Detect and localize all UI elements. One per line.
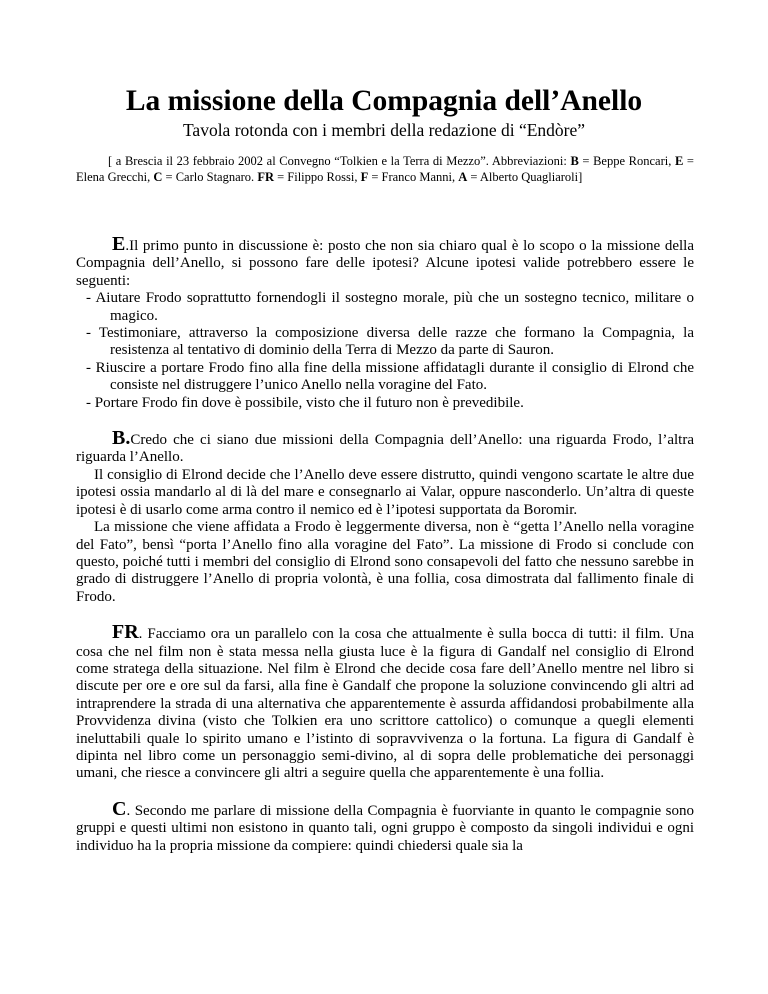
document-body	[76, 233, 694, 855]
paragraph-b-1	[76, 427, 694, 467]
abbr-fr-key: FR	[257, 170, 274, 184]
abbr-c-value: = Carlo Stagnaro.	[162, 170, 258, 184]
speaker-fr-label: FR	[112, 621, 139, 644]
speaker-e-label: E	[112, 233, 126, 255]
paragraph-e-intro	[76, 233, 694, 290]
abbr-b-value: = Beppe Roncari,	[578, 154, 675, 168]
speaker-c-label: C	[112, 797, 127, 820]
abbr-b-key: B	[570, 154, 579, 168]
abbreviations-note	[76, 153, 694, 185]
paragraph-b-3: La missione che viene affidata a Frodo è leggermente diversa, non è “getta l’Anello nella voragine del Fato”, bensì “porta l’Anello fino alla voragine del Fato”. La missione di Frodo si conclude con questo, poiché tutti i membri del consiglio di Elrond sono consapevoli del fatto che nessuno sarebbe in grado di distruggere l’Anello di propria volontà, è una follia, cosa dimostrata dal fallimento finale di Frodo.	[76, 519, 694, 605]
abbr-f-key: F	[360, 170, 369, 184]
list-item: - Riuscire a portare Frodo fino alla fine della missione affidatagli durante il consiglio di Elrond che consiste nel distruggere l’unico Anello nella voragine del Fato.	[86, 359, 694, 394]
hypotheses-list	[86, 290, 694, 412]
note-open: [ a Brescia il 23 febbraio 2002 al Convegno “Tolkien e la Terra di Mezzo”. Abbreviazioni:	[108, 154, 571, 168]
paragraph-c-text: . Secondo me parlare di missione della Compagnia è fuorviante in quanto le compagnie sono gruppi e questi ultimi non esistono in quanto tali, ogni gruppo è composto da singoli individui e ogni individuo ha la propria missione da compiere: quindi chiedersi quale sia la	[76, 802, 694, 854]
speaker-b-label: B.	[112, 427, 131, 450]
paragraph-b-1-text: Credo che ci siano due missioni della Compagnia dell’Anello: una riguarda Frodo, l’altra riguarda l’Anello.	[76, 432, 694, 466]
document-subtitle: Tavola rotonda con i membri della redazione di “Endòre”	[182, 120, 586, 140]
paragraph-fr-text: . Facciamo ora un parallelo con la cosa che attualmente è sulla bocca di tutti: il film. Una cosa che nel film non è stata messa nella giusta luce è la figura di Gandalf nel consiglio di Elrond come stratega della situazione. Nel film è Elrond che decide cosa fare dell’Anello mentre nel libro si discute per ore e ore sul da farsi, alla fine è Gandalf che propone la soluzione convincendo gli altri ad intraprendere la strada di una alternativa che apparentemente è assurda affidandosi probabilmente alla Provvidenza divina (visto che Tolkien era uno scrittore cattolico) o comunque a quegli elementi ineluttabili quale lo spirito umano e l’istinto di sopravvivenza o la fortuna. La figura di Gandalf è dipinta nel libro come un personaggio semi-divino, al di sopra delle problematiche dei personaggi umani, che riesce a convincere gli altri a seguire quella che apparentemente è una follia.	[76, 626, 694, 782]
abbr-a-value: = Alberto Quagliaroli]	[467, 170, 583, 184]
abbr-e-key: E	[674, 154, 684, 168]
paragraph-e-text: .Il primo punto in discussione è: posto che non sia chiaro qual è lo scopo o la missione della Compagnia dell’Anello, si possono fare delle ipotesi? Alcune ipotesi valide potrebbero essere le seguenti:	[76, 238, 694, 289]
abbr-fr-value: = Filippo Rossi,	[273, 170, 361, 184]
abbr-c-key: C	[153, 170, 163, 184]
document-title: La missione della Compagnia dell’Anello	[125, 85, 643, 117]
list-item: - Aiutare Frodo soprattutto fornendogli il sostegno morale, più che un sostegno tecnico, militare o magico.	[86, 290, 694, 324]
abbr-f-value: = Franco Manni,	[368, 170, 459, 184]
list-item: - Testimoniare, attraverso la composizione diversa delle razze che formano la Compagnia, la resistenza al tentativo di dominio della Terra di Mezzo da parte di Sauron.	[86, 325, 694, 359]
abbr-e-value: = Elena Grecchi,	[76, 154, 694, 184]
abbr-a-key: A	[458, 170, 468, 184]
paragraph-c	[76, 797, 694, 855]
paragraph-fr	[76, 621, 694, 783]
paragraph-b-2: Il consiglio di Elrond decide che l’Anello deve essere distrutto, quindi vengono scartate le altre due ipotesi ossia mandarlo al di là del mare e consegnarlo ai Valar, oppure nasconderlo. Un’altra di queste ipotesi è di usarlo come arma contro il nemico ed è l’ipotesi supportata da Boromir.	[76, 466, 694, 518]
list-item: - Portare Frodo fin dove è possibile, visto che il futuro non è prevedibile.	[86, 394, 524, 411]
